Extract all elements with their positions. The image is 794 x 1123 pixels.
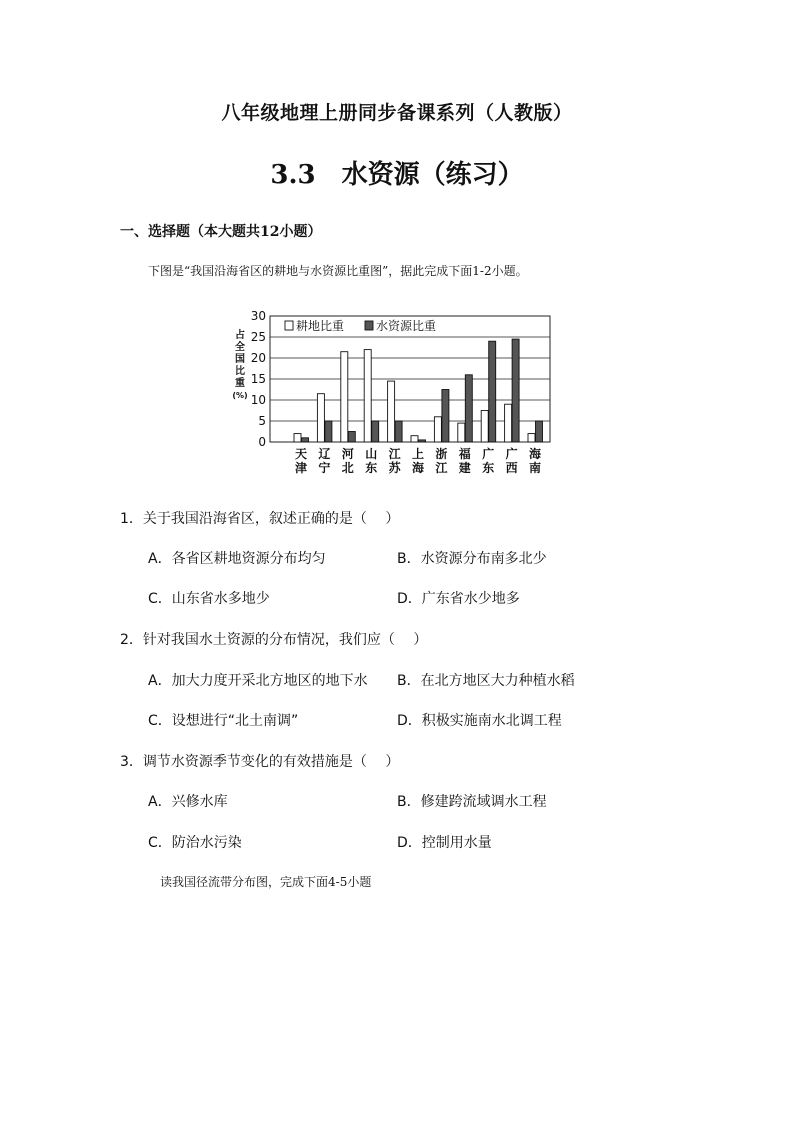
bar-farmland — [505, 404, 512, 442]
x-category-label: 广 — [482, 447, 495, 461]
question-3-option-d: D．控制用水量 — [397, 835, 492, 851]
x-category-label: 南 — [528, 461, 542, 475]
legend-label-farmland: 耕地比重 — [296, 319, 345, 333]
y-axis-label-char: 全 — [235, 342, 245, 353]
bar-farmland — [364, 350, 371, 442]
bar-water — [325, 421, 332, 442]
bar-water — [512, 339, 519, 442]
x-category-label: 海 — [411, 461, 425, 475]
bar-farmland — [434, 417, 441, 442]
y-tick-label: 30 — [250, 309, 266, 323]
bar-water — [419, 440, 426, 442]
x-category-label: 辽 — [318, 447, 331, 461]
bar-water — [302, 438, 309, 442]
y-axis-label-char: 比 — [235, 366, 245, 377]
bar-water — [395, 421, 402, 442]
question-3-option-b: B．修建跨流域调水工程 — [397, 794, 547, 810]
y-axis-label-char: 占 — [235, 330, 245, 341]
question-2-option-c: C．设想进行“北土南调” — [148, 713, 299, 729]
series-title: 八年级地理上册同步备课系列（人教版） — [221, 102, 573, 124]
y-axis-label-unit: (%) — [232, 391, 248, 400]
question-2-option-d: D．积极实施南水北调工程 — [397, 713, 562, 729]
x-category-label: 北 — [341, 461, 354, 475]
y-tick-label: 20 — [250, 351, 266, 365]
bar-water — [536, 421, 543, 442]
x-category-label: 山 — [365, 447, 378, 461]
legend-swatch-water — [365, 321, 373, 330]
x-category-label: 东 — [365, 461, 378, 475]
section-heading: 一、选择题（本大题共12小题） — [120, 224, 322, 240]
lesson-title: 3.3 水资源（练习） — [270, 160, 524, 190]
bar-water — [372, 421, 379, 442]
question-2-option-a: A．加大力度开采北方地区的地下水 — [148, 673, 368, 689]
legend-swatch-farmland — [285, 321, 293, 330]
bar-water — [489, 341, 496, 442]
bar-farmland — [528, 434, 535, 442]
bar-farmland — [481, 411, 488, 443]
question-2-stem: 2．针对我国水土资源的分布情况，我们应（ ） — [120, 632, 428, 648]
y-tick-label: 10 — [250, 393, 266, 407]
bar-water — [442, 390, 449, 443]
question-1-stem: 1．关于我国沿海省区，叙述正确的是（ ） — [120, 511, 400, 527]
chart-intro-text: 下图是“我国沿海省区的耕地与水资源比重图”，据此完成下面1-2小题。 — [148, 264, 528, 278]
x-category-label: 广 — [505, 447, 518, 461]
x-category-label: 东 — [482, 461, 495, 475]
x-category-label: 苏 — [388, 461, 401, 475]
y-tick-label: 15 — [250, 372, 266, 386]
runoff-map-intro-text: 读我国径流带分布图，完成下面4-5小题 — [160, 875, 372, 889]
y-tick-label: 5 — [258, 414, 266, 428]
question-1-option-d: D．广东省水少地多 — [397, 591, 520, 607]
question-3-stem: 3．调节水资源季节变化的有效措施是（ ） — [120, 754, 400, 770]
y-tick-label: 0 — [258, 435, 266, 449]
bar-farmland — [388, 381, 395, 442]
x-category-label: 天 — [294, 447, 308, 461]
question-3-option-a: A．兴修水库 — [148, 794, 228, 810]
x-category-label: 福 — [458, 447, 471, 461]
y-axis-label-char: 国 — [235, 354, 245, 365]
y-tick-label: 25 — [250, 330, 266, 344]
x-category-label: 西 — [505, 461, 518, 475]
x-category-label: 宁 — [318, 461, 331, 475]
x-category-label: 浙 — [435, 447, 448, 461]
x-category-label: 上 — [411, 447, 425, 461]
question-1-option-b: B．水资源分布南多北少 — [397, 551, 547, 567]
x-category-label: 江 — [388, 447, 401, 461]
x-category-label: 建 — [458, 461, 471, 475]
question-1-option-c: C．山东省水多地少 — [148, 591, 270, 607]
legend-label-water: 水资源比重 — [376, 319, 437, 333]
bar-farmland — [317, 394, 324, 442]
bar-water — [465, 375, 472, 442]
x-category-label: 江 — [435, 461, 448, 475]
x-category-label: 海 — [528, 447, 542, 461]
x-category-label: 河 — [341, 447, 354, 461]
bar-farmland — [411, 436, 418, 442]
question-2-option-b: B．在北方地区大力种植水稻 — [397, 673, 575, 689]
bar-chart — [228, 308, 558, 484]
bar-farmland — [458, 423, 465, 442]
y-axis-label-char: 重 — [235, 378, 245, 389]
x-category-label: 津 — [294, 461, 308, 475]
question-1-option-a: A．各省区耕地资源分布均匀 — [148, 551, 326, 567]
bar-water — [348, 432, 355, 443]
bar-farmland — [341, 352, 348, 442]
question-3-option-c: C．防治水污染 — [148, 835, 242, 851]
bar-chart-svg — [228, 308, 558, 484]
bar-farmland — [294, 434, 301, 442]
